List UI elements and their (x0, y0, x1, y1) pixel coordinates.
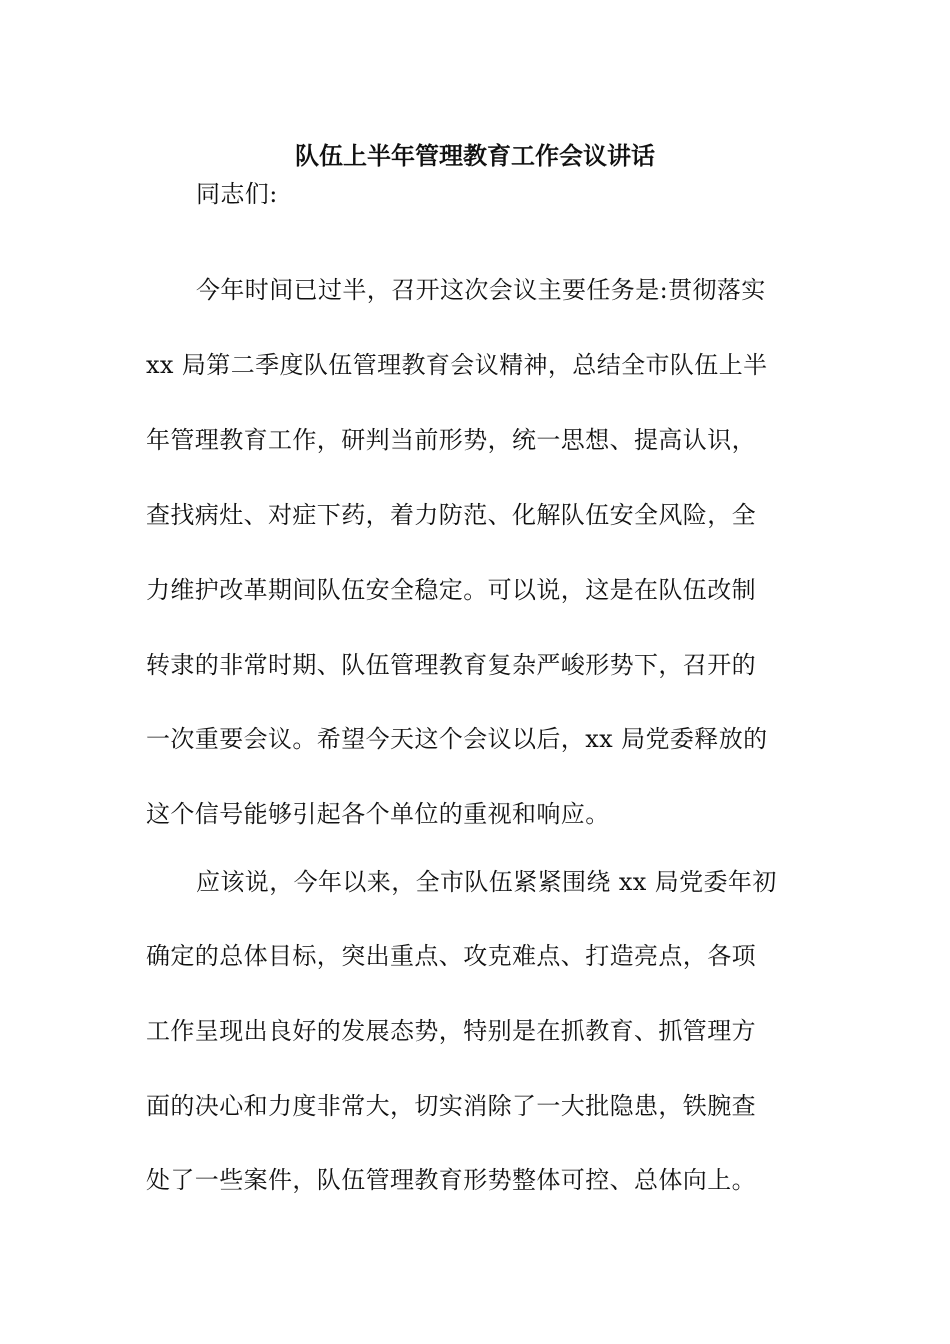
paragraph-line: 应该说，今年以来，全市队伍紧紧围绕 xx 局党委年初 (196, 868, 777, 896)
document-title: 队伍上半年管理教育工作会议讲话 (295, 141, 655, 170)
paragraph-line: 今年时间已过半，召开这次会议主要任务是:贯彻落实 (196, 276, 766, 304)
paragraph-line: 转隶的非常时期、队伍管理教育复杂严峻形势下，召开的 (146, 651, 756, 679)
paragraph-line: xx 局第二季度队伍管理教育会议精神，总结全市队伍上半 (146, 351, 768, 379)
paragraph-line: 处了一些案件，队伍管理教育形势整体可控、总体向上。 (146, 1166, 756, 1194)
paragraph-line: 面的决心和力度非常大，切实消除了一大批隐患，铁腕查 (146, 1092, 756, 1120)
paragraph-line: 工作呈现出良好的发展态势，特别是在抓教育、抓管理方 (146, 1017, 756, 1045)
paragraph-line: 查找病灶、对症下药，着力防范、化解队伍安全风险，全 (146, 501, 756, 529)
paragraph-line: 一次重要会议。希望今天这个会议以后，xx 局党委释放的 (146, 725, 768, 753)
paragraph-line: 确定的总体目标，突出重点、攻克难点、打造亮点，各项 (146, 942, 756, 970)
paragraph-line: 年管理教育工作，研判当前形势，统一思想、提高认识， (146, 426, 756, 454)
greeting: 同志们: (196, 180, 278, 208)
paragraph-line: 力维护改革期间队伍安全稳定。可以说，这是在队伍改制 (146, 576, 756, 604)
paragraph-line: 这个信号能够引起各个单位的重视和响应。 (146, 800, 610, 828)
